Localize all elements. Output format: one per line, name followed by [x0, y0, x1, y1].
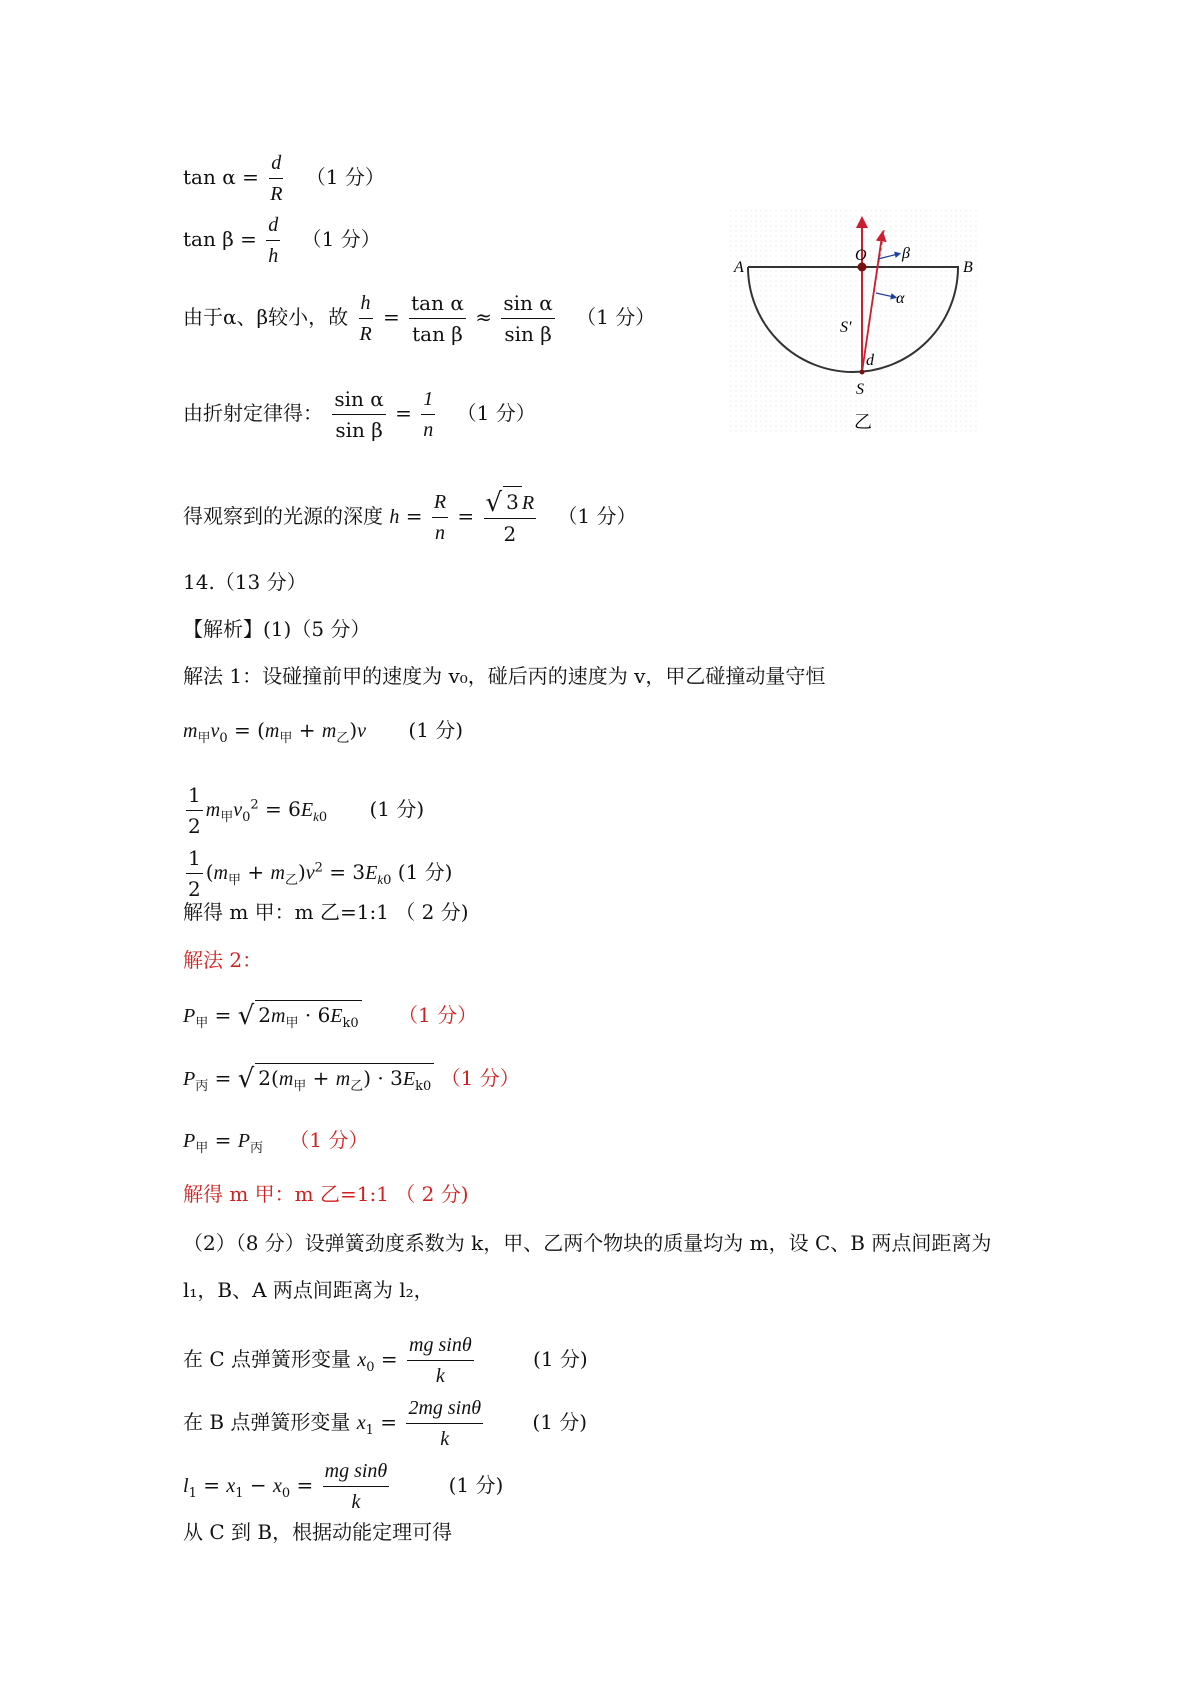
eq-tan-alpha: tan α = $\frac{d}{R}$ （1 分） [183, 148, 385, 209]
label-beta: β [902, 245, 910, 262]
score: (1 分) [408, 718, 464, 742]
method2-eq1: $P_甲$ = √ $2m_甲 \cdot 6E_{k0}$ （1 分） [183, 1000, 477, 1038]
analysis-heading: 【解析】(1)（5 分） [183, 617, 371, 641]
label-alpha: α [896, 290, 905, 307]
figure-caption: 乙 [854, 412, 872, 433]
method1-intro: 解法 1：设碰撞前甲的速度为 v₀，碰后丙的速度为 v，甲乙碰撞动量守恒 [183, 664, 826, 688]
label-o: O [855, 247, 867, 264]
eq-tan-beta: tan β = $\frac{d}{h}$ （1 分） [183, 210, 381, 271]
eq-l1: $l_1 = x_1 - x_0$ = $\frac{\text{mg sinθ}}{k}$ (1 分) [183, 1456, 503, 1517]
score: （1 分） [440, 1066, 520, 1090]
question-14-title: 14.（13 分） [183, 570, 307, 594]
method1-result: 解得 m 甲：m 乙=1:1 （ 2 分) [183, 900, 469, 924]
part2-intro-line1: （2）（8 分）设弹簧劲度系数为 k，甲、乙两个物块的质量均为 m，设 C、B 两点间距离为 [183, 1231, 992, 1255]
eq-small-angle: 由于α、β较小，故 $\frac{h}{R}$ = $\frac{\text{tan α}}{\text{tan β}}$ ≈ $\frac{\text{sin α}}{\text{sin β}}$ （1 分） [183, 288, 655, 349]
method2-result: 解得 m 甲：m 乙=1:1 （ 2 分) [183, 1182, 469, 1206]
point-s [860, 370, 865, 375]
score: （1 分） [576, 305, 656, 329]
score: (1 分) [533, 1347, 588, 1371]
method2-eq2: $P_丙$ = √ $2(m_甲 + m_乙) \cdot 3E_{k0}$ （1 分） [183, 1063, 520, 1101]
eq-refraction: 由折射定律得： $\frac{\text{sin α}}{\text{sin β}}$ = $\frac{1}{n}$ （1 分） [183, 384, 536, 445]
score: (1 分) [369, 797, 425, 821]
method2-title: 解法 2： [183, 948, 263, 972]
method2-eq3: $P_甲 = P_丙$ （1 分） [183, 1128, 369, 1156]
method1-eq2: $\frac{1}{2}$ $m_甲v_0^2 = 6E_{k0}$ (1 分) [183, 780, 424, 841]
label-a: A [734, 259, 744, 276]
label-b: B [963, 259, 973, 276]
score: （1 分） [557, 504, 637, 528]
score: （1 分） [305, 165, 385, 189]
eq-depth: 得观察到的光源的深度 h = $\frac{R}{n}$ = $\frac{√ 3 R}{2}$ （1 分） [183, 488, 637, 546]
method1-eq1: $m_甲v_0 = (m_甲 + m_乙)v$ (1 分) [183, 718, 464, 746]
score: (1 分) [532, 1410, 588, 1434]
label-s-prime: S′ [840, 319, 852, 336]
score: （1 分） [301, 227, 381, 251]
eq-x1: 在 B 点弹簧形变量 $x_1$ = $\frac{\text{2mg sinθ}}{k}$ (1 分) [183, 1393, 587, 1454]
label-d: d [866, 352, 874, 369]
part2-intro-line2: l₁，B、A 两点间距离为 l₂， [183, 1278, 434, 1302]
score: (1 分) [397, 860, 453, 884]
label-s: S [856, 381, 864, 398]
score: （1 分） [289, 1128, 369, 1152]
figure-yi [730, 210, 980, 435]
score: （1 分） [398, 1003, 478, 1027]
last-line: 从 C 到 B，根据动能定理可得 [183, 1520, 453, 1544]
method1-eq3: $\frac{1}{2}$ $(m_甲 + m_乙)v^2 = 3E_{k0}$ (1 分) [183, 843, 452, 904]
score: (1 分) [448, 1473, 504, 1497]
score: （1 分） [456, 401, 536, 425]
eq-x0: 在 C 点弹簧形变量 $x_0$ = $\frac{\text{mg sinθ}}{k}$ (1 分) [183, 1330, 588, 1391]
